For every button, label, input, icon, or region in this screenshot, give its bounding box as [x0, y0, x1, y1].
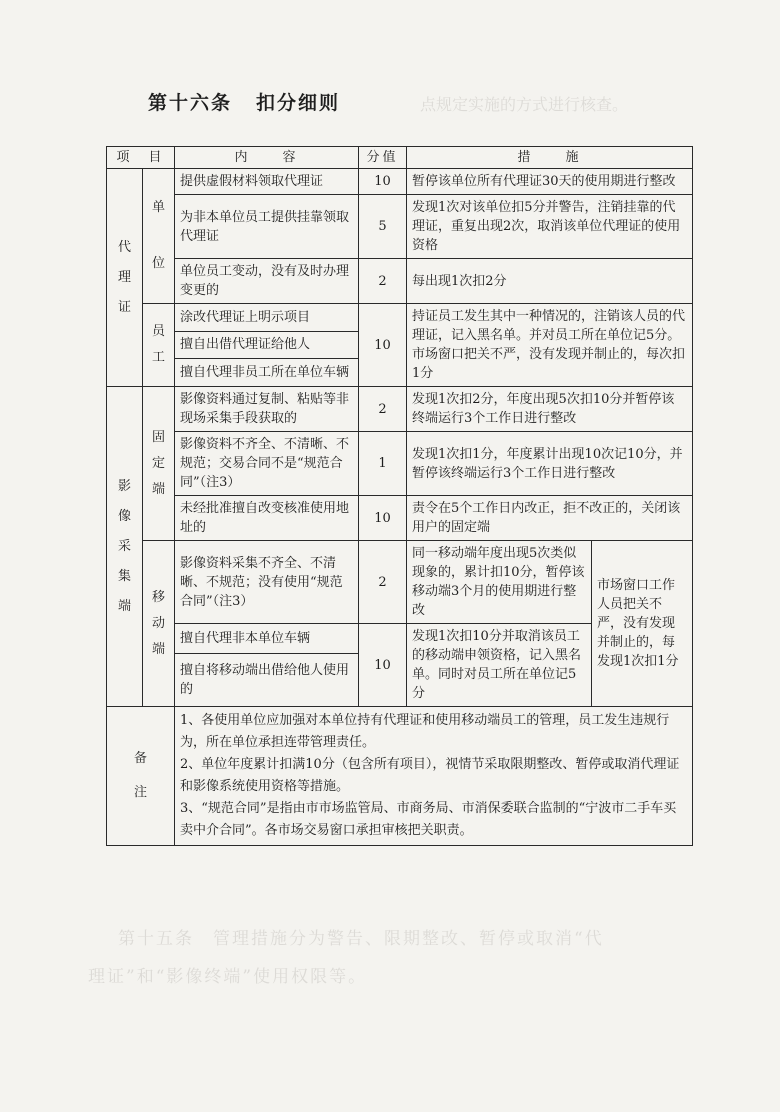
subcategory-fixed-terminal: 固 定 端	[143, 387, 175, 541]
cell-measure: 每出现1次扣2分	[407, 259, 693, 304]
cell-content: 影像资料不齐全、不清晰、不规范；交易合同不是“规范合同”（注3）	[175, 432, 359, 496]
table-row	[107, 496, 693, 541]
bleed-through-bottom-1: 第十五条 管理措施分为警告、限期整改、暂停或取消“代	[118, 929, 604, 949]
cell-measure: 发现1次扣2分，年度出现5次扣10分并暂停该终端运行3个工作日进行整改	[407, 387, 693, 432]
cell-measure: 持证员工发生其中一种情况的，注销该人员的代理证，记入黑名单。并对员工所在单位记5分。市场窗口把关不严，没有发现并制止的，每次扣1分	[407, 304, 693, 387]
cell-measure: 发现1次扣1分，年度累计出现10次记10分，并暂停该终端运行3个工作日进行整改	[407, 432, 693, 496]
page-title	[148, 88, 340, 115]
article-number: 第十六条	[148, 92, 233, 114]
cell-measure: 责令在5个工作日内改正，拒不改正的，关闭该用户的固定端	[407, 496, 693, 541]
cell-content: 为非本单位员工提供挂靠领取代理证	[175, 195, 359, 259]
category-agent-cert: 代 理 证	[107, 169, 143, 387]
table-row	[107, 432, 693, 496]
category-image-terminal: 影 像 采 集 端	[107, 387, 143, 707]
cell-score: 2	[359, 259, 407, 304]
header-measure: 措 施	[407, 147, 693, 169]
cell-content: 未经批准擅自改变核准使用地址的	[175, 496, 359, 541]
cell-measure: 发现1次扣10分并取消该员工的移动端申领资格，记入黑名单。同时对员工所在单位记5分	[407, 624, 592, 707]
remarks-row	[107, 707, 693, 846]
cell-window-staff-measure: 市场窗口工作人员把关不严，没有发现并制止的，每发现1次扣1分	[592, 541, 693, 707]
cell-score: 10	[359, 624, 407, 707]
table-row	[107, 259, 693, 304]
cell-content: 提供虚假材料领取代理证	[175, 169, 359, 195]
remark-2: 2、单位年度累计扣满10分（包含所有项目），视情节采取限期整改、暂停或取消代理证和影像系统使用资格等措施。	[180, 757, 680, 794]
cell-content: 单位员工变动，没有及时办理变更的	[175, 259, 359, 304]
deduction-rules-table	[106, 146, 693, 846]
cell-measure: 发现1次对该单位扣5分并警告，注销挂靠的代理证，重复出现2次，取消该单位代理证的使用资格	[407, 195, 693, 259]
bleed-through-top: 点规定实施的方式进行核查。	[420, 95, 629, 114]
table-header-row	[107, 147, 693, 169]
cell-measure: 暂停该单位所有代理证30天的使用期进行整改	[407, 169, 693, 195]
cell-content: 擅自将移动端出借给他人使用的	[175, 654, 359, 707]
table-row	[107, 541, 693, 624]
cell-score: 1	[359, 432, 407, 496]
cell-score: 2	[359, 387, 407, 432]
cell-content: 擅自代理非员工所在单位车辆	[175, 359, 359, 387]
cell-content: 擅自代理非本单位车辆	[175, 624, 359, 654]
remarks-label: 备 注	[107, 707, 175, 846]
subcategory-unit: 单 位	[143, 169, 175, 304]
cell-measure: 同一移动端年度出现5次类似现象的，累计扣10分，暂停该移动端3个月的使用期进行整改	[407, 541, 592, 624]
header-score: 分值	[359, 147, 407, 169]
subcategory-staff: 员 工	[143, 304, 175, 387]
cell-content: 涂改代理证上明示项目	[175, 304, 359, 332]
remarks-text	[175, 707, 693, 846]
cell-score: 5	[359, 195, 407, 259]
remark-1: 1、各使用单位应加强对本单位持有代理证和使用移动端员工的管理，员工发生违规行为，所在单位承担连带管理责任。	[180, 713, 670, 750]
cell-score: 10	[359, 496, 407, 541]
cell-content: 擅自出借代理证给他人	[175, 331, 359, 359]
cell-score: 10	[359, 304, 407, 387]
remark-3: 3、“规范合同”是指由市市场监管局、市商务局、市消保委联合监制的“宁波市二手车买卖中介合同”。各市场交易窗口承担审核把关职责。	[180, 801, 677, 838]
table-row	[107, 304, 693, 332]
cell-content: 影像资料采集不齐全、不清晰、不规范；没有使用“规范合同”（注3）	[175, 541, 359, 624]
table-row	[107, 169, 693, 195]
article-title: 扣分细则	[256, 92, 341, 114]
header-item: 项 目	[107, 147, 175, 169]
bleed-through-bottom-2: 理证”和“影像终端”使用权限等。	[88, 967, 368, 987]
table-row	[107, 387, 693, 432]
cell-score: 10	[359, 169, 407, 195]
cell-score: 2	[359, 541, 407, 624]
header-content: 内 容	[175, 147, 359, 169]
cell-content: 影像资料通过复制、粘贴等非现场采集手段获取的	[175, 387, 359, 432]
table-row	[107, 195, 693, 259]
subcategory-mobile-terminal: 移 动 端	[143, 541, 175, 707]
